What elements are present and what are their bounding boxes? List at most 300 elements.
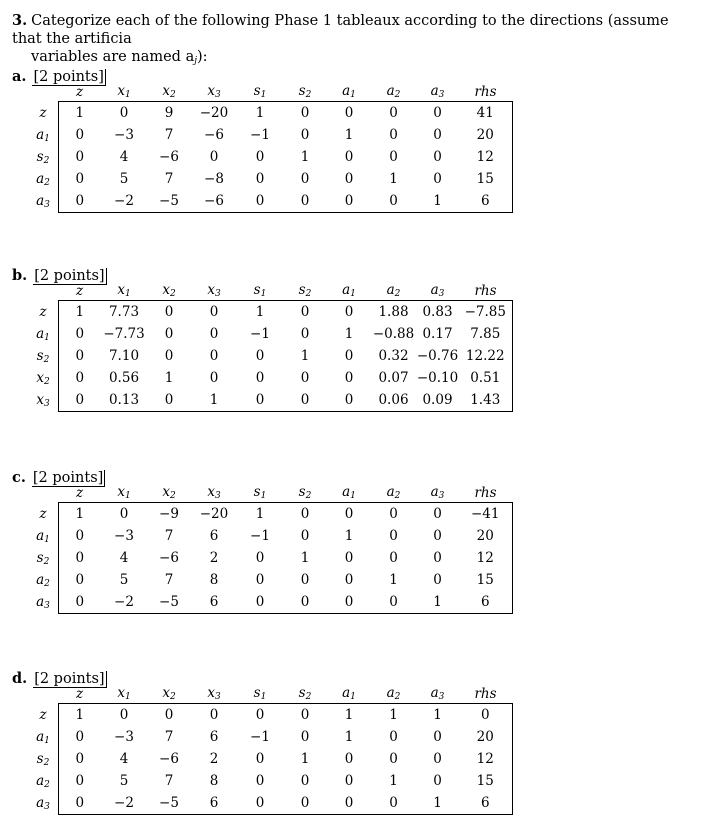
table-cell: 7 — [164, 127, 174, 143]
tableau — [28, 82, 513, 213]
table-cell: 0 — [59, 367, 101, 389]
table-cell: 0 — [191, 704, 238, 727]
table-cell: 1 — [300, 149, 310, 165]
problem-text-line2: variables are named $a_j$): — [31, 49, 208, 66]
table-cell: 0 — [59, 146, 101, 168]
table-cell: 0 — [344, 751, 354, 767]
table-cell: −1 — [250, 729, 270, 745]
table-cell: −7.85 — [459, 301, 513, 324]
table-cell: 41 — [459, 102, 513, 125]
table-cell: 5 — [119, 572, 129, 588]
table-cell: 0 — [371, 503, 417, 526]
row-label: z — [39, 505, 47, 522]
column-header: $x_3$ — [207, 484, 221, 501]
column-header: $a_2$ — [386, 685, 401, 702]
table-cell: 0 — [328, 190, 371, 213]
tableau-table — [28, 82, 513, 213]
column-header: $s_1$ — [253, 83, 267, 100]
table-cell: 1 — [300, 751, 310, 767]
table-cell: 0 — [328, 301, 371, 324]
table-cell: −1 — [250, 127, 270, 143]
table-cell: 0 — [164, 348, 174, 364]
table-cell: 0 — [59, 124, 101, 146]
table-row — [28, 726, 513, 748]
tableau-table — [28, 281, 513, 412]
table-row — [28, 770, 513, 792]
table-cell: 0 — [255, 171, 265, 187]
table-cell: 0 — [300, 572, 310, 588]
table-cell: 1 — [238, 503, 283, 526]
table-cell: 8 — [209, 773, 219, 789]
table-cell: −2 — [101, 591, 148, 614]
table-cell: 0 — [433, 773, 442, 789]
table-cell: 0 — [255, 751, 265, 767]
table-cell: 0 — [283, 704, 328, 727]
column-header: $a_2$ — [386, 83, 401, 100]
table-cell: 0 — [389, 127, 398, 143]
table-cell: −6 — [159, 751, 179, 767]
column-header: z — [75, 83, 84, 100]
table-cell: 0 — [417, 102, 459, 125]
row-label: $x_3$ — [36, 391, 50, 409]
table-cell: 0 — [300, 528, 310, 544]
column-header: $a_2$ — [386, 282, 401, 299]
table-cell: 6 — [459, 190, 513, 213]
table-cell: 0 — [344, 572, 354, 588]
table-cell: −0.76 — [416, 348, 459, 364]
table-cell: 0 — [59, 569, 101, 591]
table-cell: 0 — [255, 348, 265, 364]
table-cell: −3 — [114, 528, 134, 544]
column-header: rhs — [474, 83, 497, 100]
table-cell: 12 — [459, 547, 513, 569]
table-cell: 0 — [59, 323, 101, 345]
table-cell: 0 — [328, 503, 371, 526]
table-cell: 0 — [283, 301, 328, 324]
corner-cell — [28, 281, 59, 301]
column-header: $a_3$ — [430, 83, 445, 100]
row-label: $a_3$ — [36, 192, 50, 210]
column-header: $x_1$ — [117, 282, 131, 299]
row-label: z — [39, 104, 47, 121]
table-cell: 0 — [328, 102, 371, 125]
row-label: z — [39, 303, 47, 320]
table-cell: −3 — [114, 127, 134, 143]
part-points: [2 points] — [34, 268, 105, 284]
table-cell: 15 — [459, 569, 513, 591]
tableau — [28, 684, 513, 815]
table-cell: 7 — [164, 572, 174, 588]
table-cell: 0 — [344, 171, 354, 187]
table-cell: 0 — [283, 792, 328, 815]
table-cell: 1 — [238, 102, 283, 125]
table-cell: −7.73 — [103, 326, 145, 342]
table-cell: 4 — [119, 751, 129, 767]
table-cell: 0 — [283, 190, 328, 213]
part-letter: d. — [12, 670, 28, 687]
table-cell: 7.10 — [108, 348, 140, 364]
column-header: z — [75, 685, 84, 702]
column-header: $a_2$ — [386, 484, 401, 501]
table-cell: 0 — [59, 591, 101, 614]
table-cell: 0 — [101, 102, 148, 125]
table-cell: 0 — [344, 370, 354, 386]
tableau-table — [28, 483, 513, 614]
row-label: $a_3$ — [36, 794, 50, 812]
table-cell: 5 — [119, 171, 129, 187]
table-cell: −8 — [204, 171, 224, 187]
table-cell: 0 — [209, 326, 219, 342]
table-cell: 6 — [191, 792, 238, 815]
table-cell: −6 — [204, 127, 224, 143]
row-label: $s_2$ — [36, 347, 50, 365]
table-cell: 0 — [59, 770, 101, 792]
table-row — [28, 569, 513, 591]
table-cell: 1 — [371, 704, 417, 727]
table-cell: 7.85 — [459, 323, 513, 345]
table-cell: −20 — [191, 503, 238, 526]
table-cell: 0 — [59, 190, 101, 213]
table-cell: 0.06 — [371, 389, 417, 412]
table-cell: 0 — [389, 149, 398, 165]
table-row — [28, 146, 513, 168]
table-cell: −6 — [159, 550, 179, 566]
table-row — [28, 168, 513, 190]
table-cell: 1 — [238, 301, 283, 324]
table-cell: 0 — [148, 301, 191, 324]
table-cell: 20 — [459, 726, 513, 748]
table-cell: 0 — [255, 773, 265, 789]
table-cell: 0 — [59, 726, 101, 748]
table-row — [28, 389, 513, 412]
table-cell: 6 — [209, 528, 219, 544]
table-cell: 1 — [59, 704, 101, 727]
table-cell: 15 — [459, 168, 513, 190]
table-cell: 5 — [119, 773, 129, 789]
part-letter: b. — [12, 267, 28, 284]
part-points: [2 points] — [32, 470, 104, 486]
table-cell: 1 — [300, 550, 310, 566]
row-label: $a_2$ — [36, 571, 50, 589]
table-cell: 1 — [59, 503, 101, 526]
table-cell: 0 — [238, 389, 283, 412]
table-cell: 0 — [283, 102, 328, 125]
column-header: $s_1$ — [253, 484, 267, 501]
column-header: $x_2$ — [162, 83, 176, 100]
table-cell: 0 — [59, 792, 101, 815]
table-cell: 0.56 — [108, 370, 140, 386]
table-cell: 0 — [300, 127, 310, 143]
table-cell: 0 — [59, 525, 101, 547]
table-cell: −5 — [148, 591, 191, 614]
table-cell: 1 — [59, 301, 101, 324]
column-header: $a_1$ — [342, 83, 356, 100]
column-header: $x_1$ — [117, 484, 131, 501]
column-header: $a_1$ — [342, 484, 356, 501]
table-cell: −6 — [159, 149, 179, 165]
table-row — [28, 190, 513, 213]
table-cell: 1.88 — [371, 301, 417, 324]
row-label: $a_1$ — [36, 126, 50, 144]
table-cell: 0 — [459, 704, 513, 727]
table-cell: 0 — [433, 729, 442, 745]
table-cell: 6 — [459, 591, 513, 614]
table-cell: 4 — [119, 149, 129, 165]
table-cell: 0 — [283, 389, 328, 412]
table-cell: 0 — [300, 773, 310, 789]
row-label: $a_2$ — [36, 772, 50, 790]
table-cell: 0 — [59, 748, 101, 770]
table-cell: 1 — [417, 190, 459, 213]
table-cell: 0 — [209, 149, 219, 165]
column-header: $x_1$ — [117, 685, 131, 702]
table-row — [28, 704, 513, 727]
table-cell: 0 — [255, 370, 265, 386]
table-cell: −3 — [114, 729, 134, 745]
column-header: $x_2$ — [162, 282, 176, 299]
column-header: $s_1$ — [253, 685, 267, 702]
row-label: $s_2$ — [36, 148, 50, 166]
table-cell: 0 — [433, 751, 442, 767]
table-cell: 0 — [300, 370, 310, 386]
table-cell: 8 — [209, 572, 219, 588]
table-cell: 0.17 — [422, 326, 453, 342]
table-cell: 0 — [433, 149, 442, 165]
table-cell: 0 — [148, 704, 191, 727]
table-cell: 0 — [209, 370, 219, 386]
table-cell: 1 — [389, 773, 398, 789]
table-cell: 1 — [417, 792, 459, 815]
tableau — [28, 281, 513, 412]
table-cell: 7 — [164, 773, 174, 789]
column-header: $a_1$ — [342, 685, 356, 702]
table-cell: 1 — [344, 528, 354, 544]
table-cell: 7.73 — [101, 301, 148, 324]
table-cell: 6 — [209, 729, 219, 745]
table-cell: 0.13 — [101, 389, 148, 412]
table-cell: 0 — [433, 550, 442, 566]
column-header: rhs — [474, 282, 497, 299]
table-cell: −41 — [459, 503, 513, 526]
column-header: $x_2$ — [162, 685, 176, 702]
table-cell: −20 — [191, 102, 238, 125]
table-cell: 0 — [433, 171, 442, 187]
tableau-header-row — [28, 281, 513, 301]
table-cell: 0 — [433, 528, 442, 544]
table-row — [28, 345, 513, 367]
table-cell: 9 — [148, 102, 191, 125]
table-cell: 0 — [283, 591, 328, 614]
column-header: $s_2$ — [298, 83, 312, 100]
column-header: $s_2$ — [298, 685, 312, 702]
table-cell: 12.22 — [459, 345, 513, 367]
table-cell: 0 — [417, 503, 459, 526]
problem-text-line1: Categorize each of the following Phase 1 tableaux according to the directions (assume that the artificia — [12, 13, 669, 47]
table-cell: 0 — [371, 591, 417, 614]
table-cell: 0 — [300, 171, 310, 187]
column-header: $s_1$ — [253, 282, 267, 299]
table-cell: 0 — [433, 127, 442, 143]
table-cell: 0 — [238, 704, 283, 727]
table-row — [28, 748, 513, 770]
table-cell: 7 — [164, 171, 174, 187]
table-cell: 6 — [459, 792, 513, 815]
table-cell: 20 — [459, 525, 513, 547]
row-label: $a_1$ — [36, 527, 50, 545]
column-header: $x_1$ — [117, 83, 131, 100]
table-cell: 0 — [389, 528, 398, 544]
table-cell: −9 — [148, 503, 191, 526]
row-label: $a_1$ — [36, 728, 50, 746]
table-cell: 0 — [344, 773, 354, 789]
table-cell: 0 — [191, 301, 238, 324]
table-cell: 0.51 — [459, 367, 513, 389]
table-cell: 0 — [59, 345, 101, 367]
table-cell: 0 — [238, 190, 283, 213]
table-cell: 0 — [433, 572, 442, 588]
table-cell: 1 — [328, 704, 371, 727]
table-cell: −2 — [101, 190, 148, 213]
table-cell: 0 — [328, 591, 371, 614]
table-row — [28, 323, 513, 345]
table-cell: 1 — [164, 370, 174, 386]
row-label: $a_2$ — [36, 170, 50, 188]
table-cell: 2 — [209, 751, 219, 767]
problem-statement — [12, 12, 702, 70]
table-cell: 0 — [209, 348, 219, 364]
table-cell: 0 — [255, 149, 265, 165]
table-cell: 2 — [209, 550, 219, 566]
table-cell: 15 — [459, 770, 513, 792]
table-cell: 0.83 — [417, 301, 459, 324]
table-cell: 1 — [191, 389, 238, 412]
table-cell: 1 — [344, 729, 354, 745]
table-cell: −5 — [148, 792, 191, 815]
table-cell: 0 — [371, 190, 417, 213]
column-header: rhs — [474, 484, 497, 501]
table-cell: 20 — [459, 124, 513, 146]
column-header: $x_3$ — [207, 83, 221, 100]
table-cell: 0 — [148, 389, 191, 412]
row-label: $s_2$ — [36, 750, 50, 768]
table-cell: 0 — [328, 792, 371, 815]
column-header: $x_3$ — [207, 685, 221, 702]
table-cell: 0 — [389, 550, 398, 566]
table-cell: 1 — [300, 348, 310, 364]
table-cell: 0 — [101, 503, 148, 526]
part-letter: a. — [12, 68, 27, 85]
tableau-header-row — [28, 82, 513, 102]
table-cell: 7 — [164, 729, 174, 745]
row-label: $a_3$ — [36, 593, 50, 611]
table-cell: 0 — [59, 547, 101, 569]
table-cell: 0 — [300, 729, 310, 745]
row-label: $a_1$ — [36, 325, 50, 343]
table-cell: 1 — [417, 704, 459, 727]
table-cell: −2 — [101, 792, 148, 815]
table-row — [28, 367, 513, 389]
table-cell: 0 — [344, 550, 354, 566]
table-cell: 0 — [371, 792, 417, 815]
table-cell: 4 — [119, 550, 129, 566]
table-row — [28, 301, 513, 324]
column-header: z — [75, 484, 84, 501]
table-cell: −1 — [250, 326, 270, 342]
table-cell: 1 — [389, 572, 398, 588]
tableau-table — [28, 684, 513, 815]
table-cell: 12 — [459, 146, 513, 168]
corner-cell — [28, 483, 59, 503]
table-cell: 0 — [238, 591, 283, 614]
tableau-header-row — [28, 684, 513, 704]
table-row — [28, 124, 513, 146]
table-cell: −5 — [148, 190, 191, 213]
table-cell: 0 — [371, 102, 417, 125]
table-cell: 0 — [389, 751, 398, 767]
table-cell: −6 — [191, 190, 238, 213]
column-header: $x_3$ — [207, 282, 221, 299]
table-cell: 1 — [59, 102, 101, 125]
column-header: $x_2$ — [162, 484, 176, 501]
table-cell: 0 — [283, 503, 328, 526]
table-cell: −1 — [250, 528, 270, 544]
table-cell: 0 — [344, 149, 354, 165]
table-cell: 0 — [238, 792, 283, 815]
table-cell: 0 — [328, 389, 371, 412]
column-header: $a_3$ — [430, 484, 445, 501]
tableau-header-row — [28, 483, 513, 503]
problem-number: 3. — [12, 12, 28, 29]
column-header: $a_1$ — [342, 282, 356, 299]
table-cell: 0.07 — [378, 370, 409, 386]
column-header: $s_2$ — [298, 282, 312, 299]
table-row — [28, 547, 513, 569]
table-cell: 7 — [164, 528, 174, 544]
part-points: [2 points] — [33, 69, 104, 85]
table-cell: 0 — [255, 550, 265, 566]
column-header: z — [75, 282, 84, 299]
table-row — [28, 503, 513, 526]
tableau — [28, 483, 513, 614]
part-letter: c. — [12, 469, 26, 486]
table-row — [28, 102, 513, 125]
column-header: $a_3$ — [430, 282, 445, 299]
table-cell: −0.88 — [372, 326, 415, 342]
table-cell: −0.10 — [416, 370, 459, 386]
table-row — [28, 792, 513, 815]
column-header: rhs — [474, 685, 497, 702]
corner-cell — [28, 684, 59, 704]
column-header: $s_2$ — [298, 484, 312, 501]
table-cell: 12 — [459, 748, 513, 770]
corner-cell — [28, 82, 59, 102]
table-cell: 6 — [191, 591, 238, 614]
row-label: $s_2$ — [36, 549, 50, 567]
table-cell: 0.09 — [417, 389, 459, 412]
table-row — [28, 525, 513, 547]
table-cell: 0.32 — [378, 348, 409, 364]
table-cell: 1.43 — [459, 389, 513, 412]
table-cell: 0 — [59, 389, 101, 412]
table-cell: 0 — [344, 348, 354, 364]
table-cell: 1 — [417, 591, 459, 614]
row-label: $x_2$ — [36, 369, 50, 387]
table-cell: 0 — [101, 704, 148, 727]
table-cell: 0 — [255, 572, 265, 588]
table-row — [28, 591, 513, 614]
table-cell: 1 — [344, 326, 354, 342]
row-label: z — [39, 706, 47, 723]
